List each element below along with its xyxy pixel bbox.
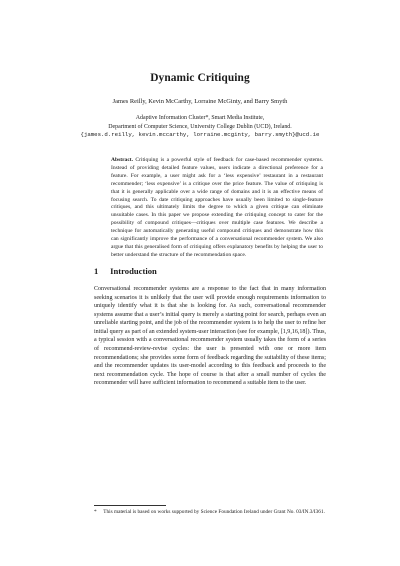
abstract-text: Critiquing is a powerful style of feedback for case-based recommender systems. Instead of providing detailed feature values, users indicate a directional preference for a feature. For example, a user might ask for a ‘less expensive’ restaurant in a restaurant recommender; ‘less expensive’ is a critique over the price feature. The value of critiquing is that it is generally applicable over a wide range of domains and it is an effective means of focusing search. To date critiquing approaches have usually been limited to single-feature critiques, and this ultimately limits the degree to which a given critique can eliminate unsuitable cases. In this paper we propose extending the critiquing concept to cater for the possibility of compound critiques—critiques over multiple case features. We describe a technique for automatically generating useful compound critiques and demonstrate how this can significantly improve the performance of a conversational recommender system. We also argue that this generalised form of critiquing offers explanatory benefits by helping the user to better understand the structure of the recommendation space. <box>111 157 323 258</box>
author-emails: {james.d.reilly, kevin.mccarthy, lorraine.mcginty, barry.smyth}@ucd.ie <box>80 131 320 139</box>
section-number: 1 <box>94 266 99 276</box>
paper-title: Dynamic Critiquing <box>150 72 250 84</box>
footnote <box>94 509 326 516</box>
abstract <box>111 157 323 260</box>
section-heading <box>94 266 157 276</box>
affiliation-block <box>0 114 400 140</box>
section-title: Introduction <box>110 266 157 276</box>
footnote-marker: * <box>94 509 97 515</box>
intro-paragraph: Conversational recommender systems are a response to the fact that in many information seeking scenarios it is unlikely that the user will provide enough requirements information to uniquely identify what it is that she is looking for. As such, conversational recommender systems assume that a user’s initial query is merely a starting point for search, perhaps even an unreliable starting point, and the job of the recommender system is to help the user to refine her initial query as part of an extended system-user interaction (see for example, [1,9,16,18]). Thus, a typical session with a conversational recommender system usually takes the form of a series of recommend-review-revise cycles: the user is presented with one or more item recommendations; she provides some form of feedback regarding the suitability of these items; and the recommender updates its user-model according to this feedback and proceeds to the next recommendation cycle. The hope of course is that after a small number of cycles the recommender will have sufficient information to recommend a suitable item to the user. <box>94 286 326 387</box>
body-text <box>94 285 326 388</box>
footnote-text: This material is based on works supported by Science Foundation Ireland under Grant No. 03/IN.3/I361. <box>103 509 325 515</box>
footnote-rule <box>94 505 166 506</box>
author-list: James Reilly, Kevin McCarthy, Lorraine McGinty, and Barry Smyth <box>112 98 288 105</box>
affiliation-line-1: Adaptive Information Cluster*, Smart Media Institute, <box>135 115 265 121</box>
abstract-label: Abstract. <box>111 157 134 163</box>
affiliation-line-2: Department of Computer Science, University College Dublin (UCD), Ireland. <box>108 123 292 130</box>
